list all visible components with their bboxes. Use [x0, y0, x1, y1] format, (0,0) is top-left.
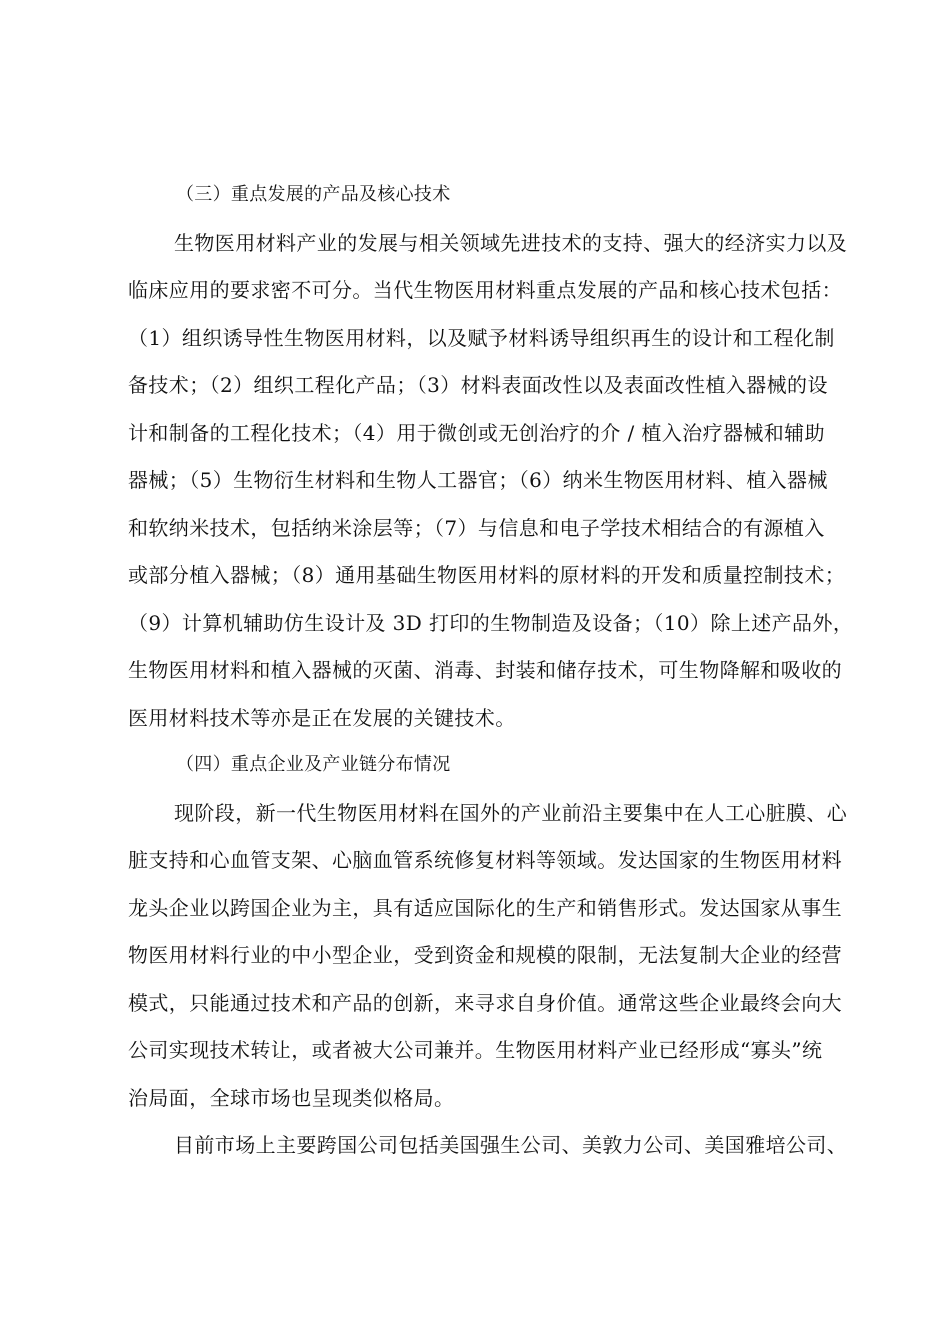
body-text-line: 临床应用的要求密不可分。当代生物医用材料重点发展的产品和核心技术包括：: [128, 278, 842, 302]
body-text-line: 和软纳米技术，包括纳米涂层等；（7）与信息和电子学技术相结合的有源植入: [128, 516, 825, 540]
body-text-line: 计和制备的工程化技术；（4）用于微创或无创治疗的介 / 植入治疗器械和辅助: [128, 421, 825, 445]
body-text-line: 现阶段，新一代生物医用材料在国外的产业前沿主要集中在人工心脏膜、心: [174, 801, 848, 825]
body-text-line: 目前市场上主要跨国公司包括美国强生公司、美敦力公司、美国雅培公司、: [174, 1133, 848, 1157]
body-text-line: 生物医用材料和植入器械的灭菌、消毒、封装和储存技术，可生物降解和吸收的: [128, 658, 842, 682]
body-text-line: 物医用材料行业的中小型企业，受到资金和规模的限制，无法复制大企业的经营: [128, 943, 842, 967]
body-text-line: 公司实现技术转让，或者被大公司兼并。生物医用材料产业已经形成“寡头”统: [128, 1038, 823, 1062]
body-text-line: 生物医用材料产业的发展与相关领域先进技术的支持、强大的经济实力以及: [174, 231, 848, 255]
body-text-line: 治局面，全球市场也呈现类似格局。: [128, 1086, 455, 1110]
body-text-line: （1）组织诱导性生物医用材料，以及赋予材料诱导组织再生的设计和工程化制: [128, 326, 835, 350]
body-text-line: 模式，只能通过技术和产品的创新，来寻求自身价值。通常这些企业最终会向大: [128, 991, 842, 1015]
body-text-line: （9）计算机辅助仿生设计及 3D 打印的生物制造及设备；（10）除上述产品外，: [128, 611, 854, 635]
section-heading: （三）重点发展的产品及核心技术: [176, 184, 451, 205]
section-heading: （四）重点企业及产业链分布情况: [176, 754, 451, 775]
body-text-line: 器械；（5）生物衍生材料和生物人工器官；（6）纳米生物医用材料、植入器械: [128, 468, 828, 492]
body-text-line: 备技术；（2）组织工程化产品；（3）材料表面改性以及表面改性植入器械的设: [128, 373, 828, 397]
body-text-line: 脏支持和心血管支架、心脑血管系统修复材料等领域。发达国家的生物医用材料: [128, 848, 842, 872]
body-text-line: 龙头企业以跨国企业为主，具有适应国际化的生产和销售形式。发达国家从事生: [128, 896, 842, 920]
body-text-line: 或部分植入器械；（8）通用基础生物医用材料的原材料的开发和质量控制技术；: [128, 563, 846, 587]
body-text-line: 医用材料技术等亦是正在发展的关键技术。: [128, 706, 516, 730]
